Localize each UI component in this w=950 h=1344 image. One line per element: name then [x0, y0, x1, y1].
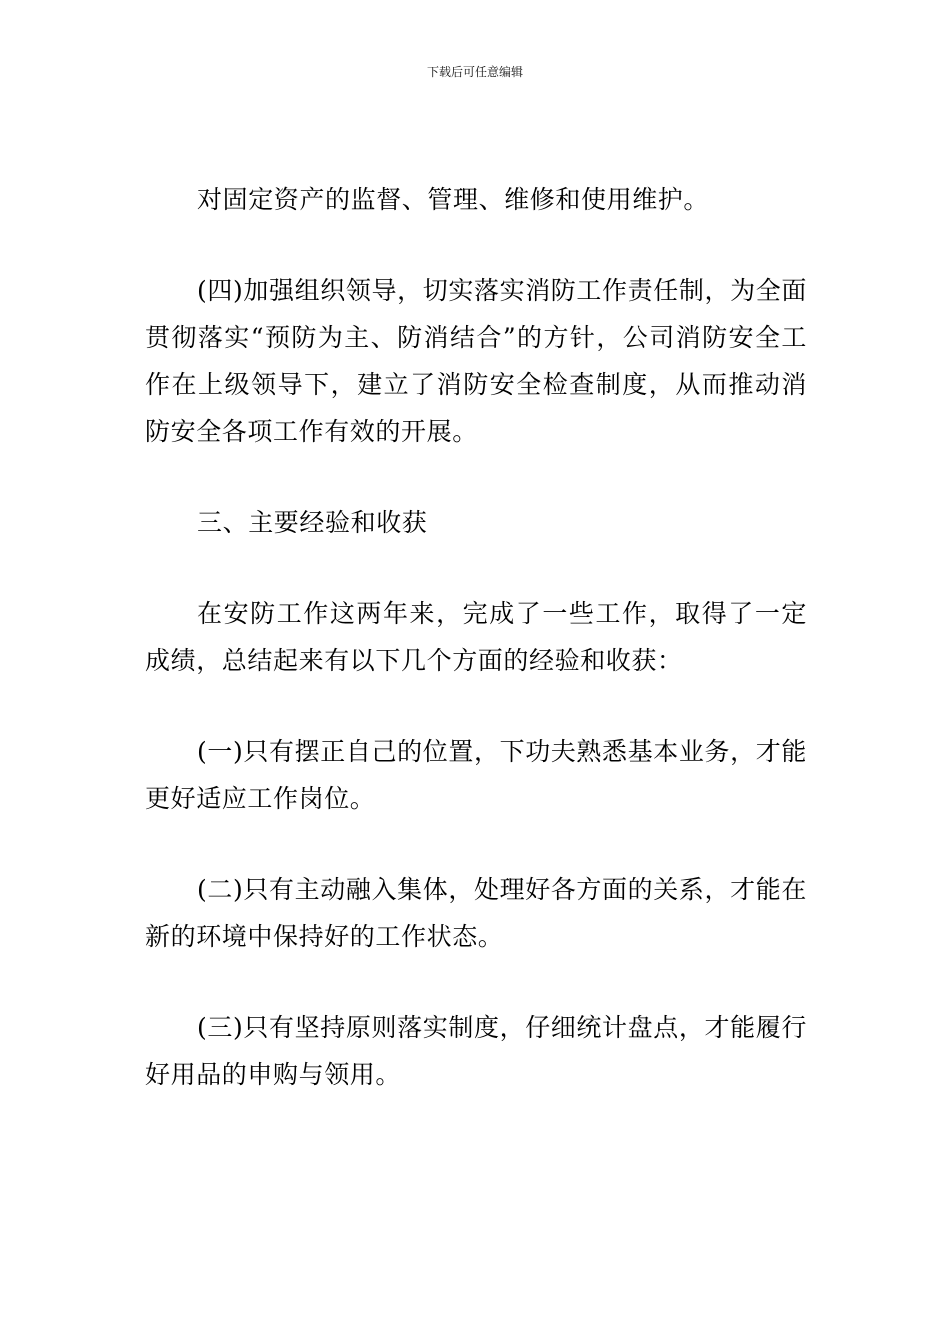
- paragraph-summary: 在安防工作这两年来，完成了一些工作，取得了一定成绩，总结起来有以下几个方面的经验和收获：: [145, 599, 807, 675]
- paragraph-item-two: (二)只有主动融入集体，处理好各方面的关系，才能在新的环境中保持好的工作状态。: [145, 875, 807, 951]
- document-body: [145, 176, 807, 1142]
- paragraph-organization-leadership: (四)加强组织领导，切实落实消防工作责任制，为全面贯彻落实“预防为主、防消结合”的方针，公司消防安全工作在上级领导下，建立了消防安全检查制度，从而推动消防安全各项工作有效的开展。: [145, 276, 807, 446]
- paragraph-fixed-assets: 对固定资产的监督、管理、维修和使用维护。: [197, 185, 710, 214]
- page-header: 下载后可任意编辑: [426, 65, 523, 79]
- paragraph-item-one: (一)只有摆正自己的位置，下功夫熟悉基本业务，才能更好适应工作岗位。: [145, 737, 807, 813]
- paragraph-item-three: (三)只有坚持原则落实制度，仔细统计盘点，才能履行好用品的申购与领用。: [145, 1013, 807, 1089]
- section-heading-experience: 三、主要经验和收获: [197, 508, 428, 537]
